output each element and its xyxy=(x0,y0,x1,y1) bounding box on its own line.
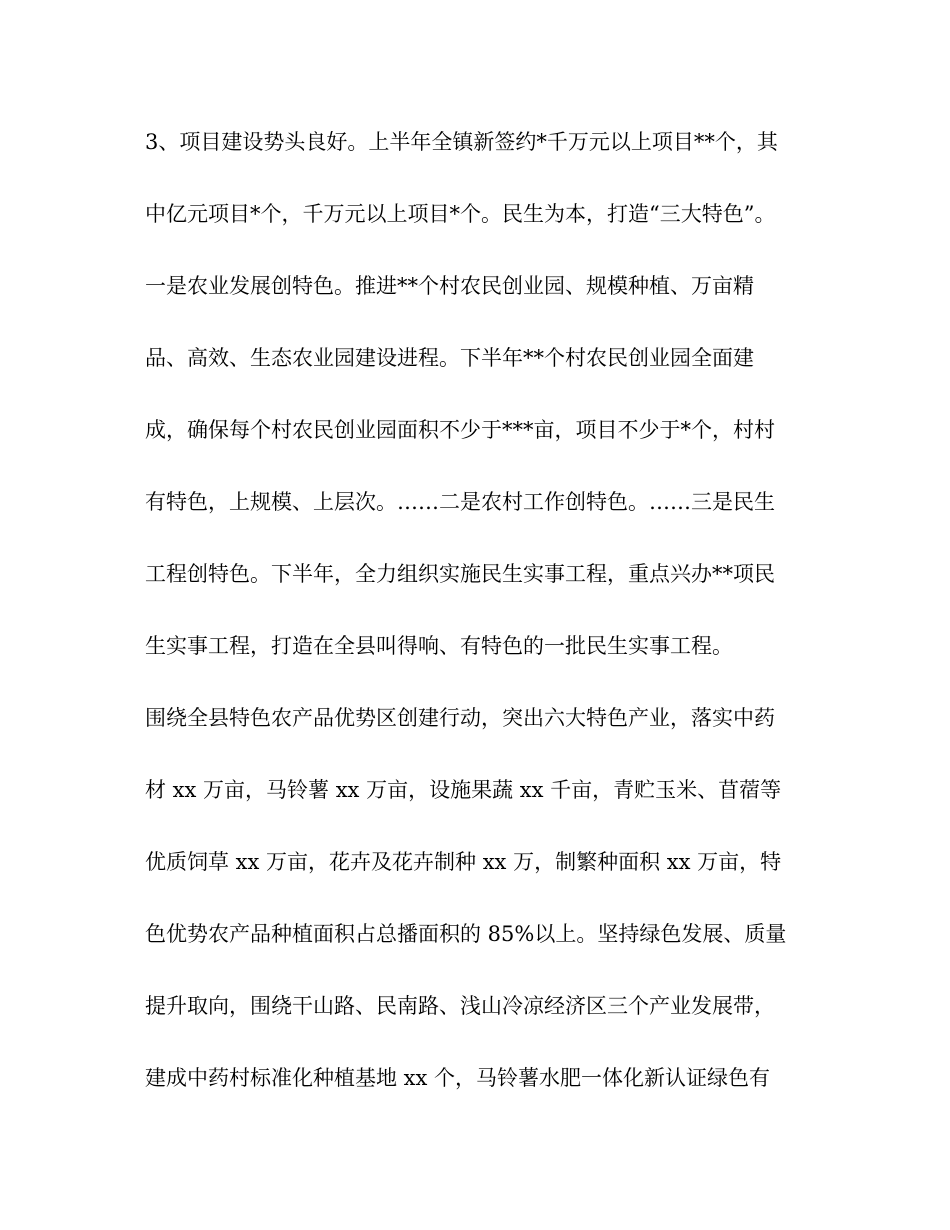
text-line: 生实事工程，打造在全县叫得响、有特色的一批民生实事工程。 xyxy=(145,634,733,658)
text-line: 中亿元项目*个，千万元以上项目*个。民生为本，打造“三大特色”。 xyxy=(145,202,776,226)
text-line: 提升取向，围绕干山路、民南路、浅山冷凉经济区三个产业发展带， xyxy=(145,994,775,1018)
text-line: 建成中药村标准化种植基地 xx 个，马铃薯水肥一体化新认证绿色有 xyxy=(145,1066,771,1090)
text-line: 有特色，上规模、上层次。……二是农村工作创特色。……三是民生 xyxy=(145,490,775,514)
text-line: 围绕全县特色农产品优势区创建行动，突出六大特色产业，落实中药 xyxy=(145,706,775,730)
text-line: 成，确保每个村农民创业园面积不少于***亩，项目不少于*个，村村 xyxy=(145,418,775,442)
text-line: 3、项目建设势头良好。上半年全镇新签约*千万元以上项目**个，其 xyxy=(145,130,778,154)
text-line: 一是农业发展创特色。推进**个村农民创业园、规模种植、万亩精 xyxy=(145,274,754,298)
text-line: 工程创特色。下半年，全力组织实施民生实事工程，重点兴办**项民 xyxy=(145,562,775,586)
text-line: 品、高效、生态农业园建设进程。下半年**个村农民创业园全面建 xyxy=(145,346,754,370)
text-line: 优质饲草 xx 万亩，花卉及花卉制种 xx 万，制繁种面积 xx 万亩，特 xyxy=(145,850,782,874)
text-line: 色优势农产品种植面积占总播面积的 85%以上。坚持绿色发展、质量 xyxy=(145,922,787,946)
text-line: 材 xx 万亩，马铃薯 xx 万亩，设施果蔬 xx 千亩，青贮玉米、苜蓿等 xyxy=(145,778,782,802)
